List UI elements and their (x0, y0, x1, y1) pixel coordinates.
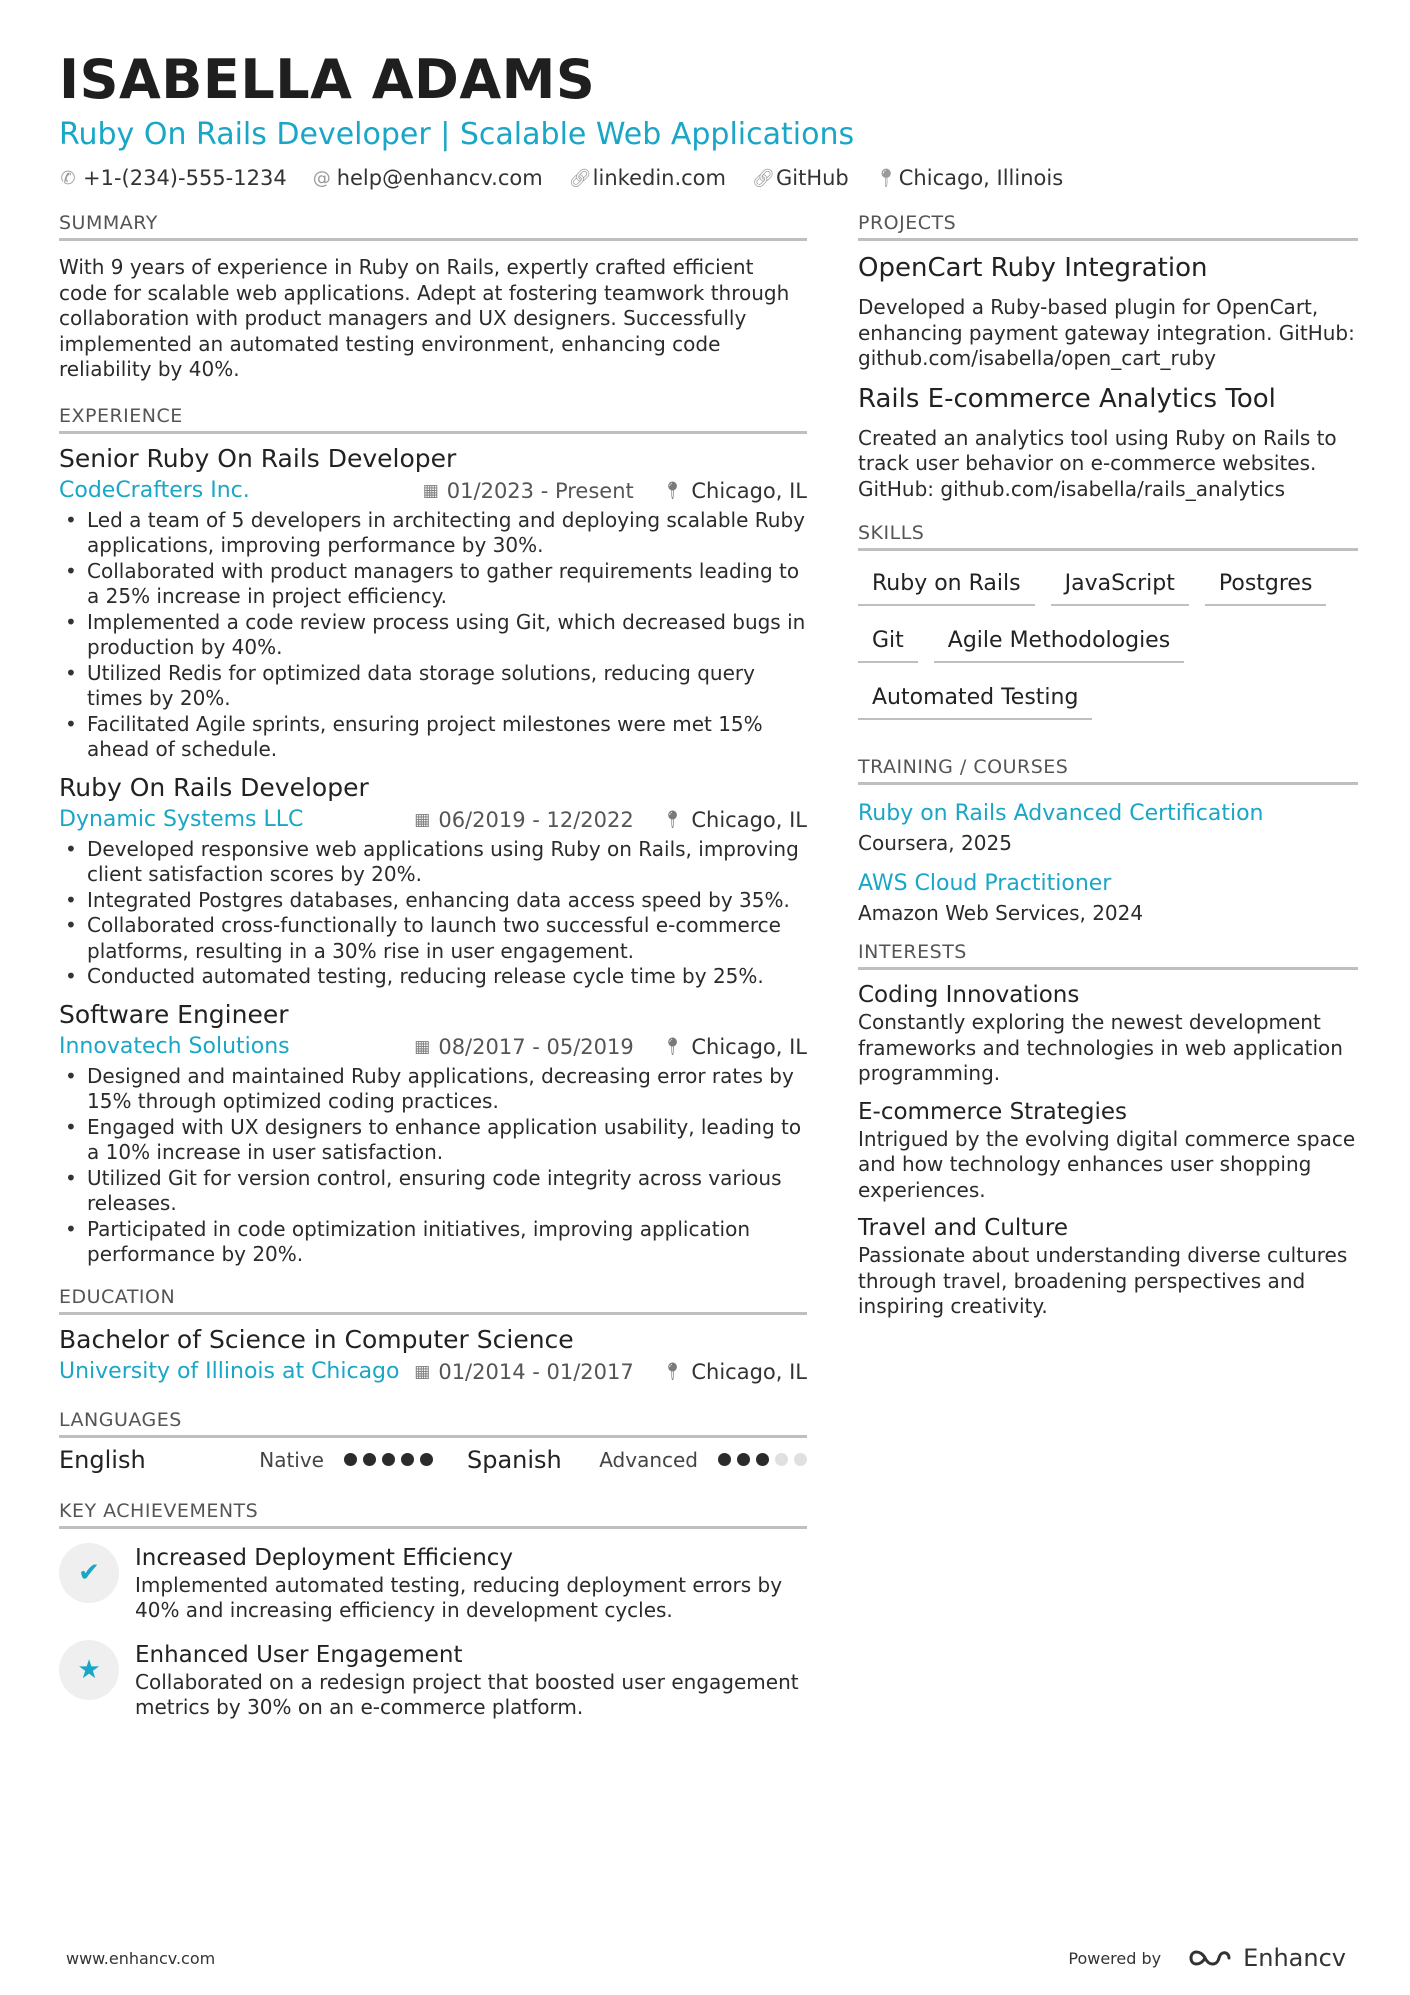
languages-section (59, 1409, 807, 1474)
education-meta (59, 1357, 807, 1387)
job-location (662, 1032, 807, 1062)
list-item: • Designed and maintained Ruby applications, decreasing error rates by 15% through optimized coding practices. (59, 1064, 807, 1115)
left-column (59, 212, 807, 1737)
rating-dot (382, 1453, 395, 1466)
job-meta (59, 476, 807, 506)
resume-header (59, 48, 1359, 190)
link-icon: 🔗︎ (751, 167, 775, 189)
job-bullets (59, 508, 807, 763)
section-heading: SKILLS (858, 522, 1358, 551)
skill-tag: Automated Testing (858, 679, 1092, 720)
job-title: Ruby On Rails Developer (59, 772, 369, 802)
location-pin-icon: 📍︎ (661, 1361, 684, 1382)
contact-location-text: Chicago, Illinois (898, 166, 1064, 190)
contact-bar (59, 166, 1359, 190)
education-dates-text: 01/2014 - 01/2017 (438, 1359, 634, 1384)
contact-email-text: help@enhancv.com (336, 166, 543, 190)
job-company: CodeCrafters Inc. (59, 477, 250, 503)
section-heading: EXPERIENCE (59, 405, 807, 434)
footer-powered-by: Powered by (1068, 1948, 1162, 1968)
list-item: • Integrated Postgres databases, enhancing data access speed by 35%. (59, 888, 807, 914)
contact-github-text: GitHub (775, 166, 849, 190)
rating-dot (363, 1453, 376, 1466)
training-section (858, 756, 1358, 927)
rating-dot (401, 1453, 414, 1466)
skill-tag: Agile Methodologies (934, 622, 1184, 663)
job-dates (414, 1032, 633, 1062)
location-pin-icon: 📍︎ (661, 1036, 684, 1057)
education-dates (414, 1357, 633, 1387)
language-item (433, 1446, 807, 1474)
job-dates (414, 805, 633, 835)
projects-section (858, 212, 1358, 502)
achievement-desc: Collaborated on a redesign project that boosted user engagement metrics by 30% on an e-commerce platform. (135, 1669, 799, 1719)
calendar-icon: ▦ (414, 809, 431, 830)
checkmark-icon: ✔ (59, 1543, 119, 1603)
right-column (858, 212, 1358, 1330)
skills-list (858, 565, 1358, 736)
job-location-text: Chicago, IL (691, 1034, 807, 1059)
page-footer (66, 1944, 1346, 1972)
interests-section (858, 941, 1358, 1320)
candidate-name: ISABELLA ADAMS (59, 48, 596, 111)
skill-tag: Ruby on Rails (858, 565, 1035, 606)
section-heading: SUMMARY (59, 212, 807, 241)
job-dates (423, 476, 634, 506)
education-degree: Bachelor of Science in Computer Science (59, 1324, 574, 1354)
contact-email[interactable] (313, 166, 543, 190)
section-heading: LANGUAGES (59, 1409, 807, 1438)
footer-brand[interactable] (1187, 1944, 1346, 1972)
job-bullets (59, 1064, 807, 1268)
job-location (662, 805, 807, 835)
skill-tag: Git (858, 622, 918, 663)
job-location-text: Chicago, IL (691, 478, 807, 503)
job-dates-text: 08/2017 - 05/2019 (438, 1034, 634, 1059)
job-dates-text: 06/2019 - 12/2022 (438, 807, 634, 832)
list-item: • Facilitated Agile sprints, ensuring project milestones were met 15% ahead of schedule. (59, 712, 807, 763)
list-item: • Led a team of 5 developers in architecting and deploying scalable Ruby applications, improving performance by 30%. (59, 508, 807, 559)
section-heading: EDUCATION (59, 1286, 807, 1315)
course-provider: Coursera, 2025 (858, 831, 1012, 855)
project-desc: Created an analytics tool using Ruby on Rails to track user behavior on e-commerce websites. GitHub: github.com/isabella/rails_analytics (858, 425, 1337, 501)
skill-tag: JavaScript (1051, 565, 1189, 606)
language-level: Native (259, 1447, 324, 1472)
contact-linkedin[interactable] (569, 166, 726, 190)
interest-title: E-commerce Strategies (858, 1098, 1128, 1125)
footer-site-link[interactable]: www.enhancv.com (66, 1948, 216, 1968)
education-location-text: Chicago, IL (691, 1359, 807, 1384)
interest-title: Travel and Culture (858, 1215, 1068, 1241)
languages-row (59, 1446, 807, 1474)
language-rating (338, 1453, 433, 1466)
job-location-text: Chicago, IL (691, 807, 807, 832)
rating-dot (794, 1453, 807, 1466)
list-item: • Conducted automated testing, reducing release cycle time by 25%. (59, 964, 807, 990)
at-icon: @ (312, 167, 331, 189)
interest-desc: Intrigued by the evolving digital commerce space and how technology enhances user shopping experiences. (858, 1126, 1356, 1202)
summary-text: With 9 years of experience in Ruby on Rails, expertly crafted efficient code for scalable web applications. Adept at fostering teamwork through collaboration with product managers and UX designers. Successfully implemented an automated testing environment, enhancing code reliability by 40%. (59, 255, 790, 381)
section-heading: TRAINING / COURSES (858, 756, 1358, 785)
contact-phone[interactable] (59, 166, 287, 190)
experience-section (59, 405, 807, 1268)
job-entry (59, 998, 807, 1268)
achievement-item (59, 1543, 807, 1624)
job-company: Innovatech Solutions (59, 1033, 290, 1059)
job-entry (59, 771, 807, 990)
calendar-icon: ▦ (414, 1036, 431, 1057)
rating-dot (775, 1453, 788, 1466)
interest-title: Coding Innovations (858, 982, 1080, 1008)
star-icon: ★ (59, 1640, 119, 1700)
job-location (662, 476, 807, 506)
job-title: Software Engineer (59, 999, 289, 1029)
skills-section (858, 522, 1358, 736)
footer-brand-name: Enhancv (1243, 1944, 1346, 1972)
language-level: Advanced (599, 1447, 698, 1472)
education-location (662, 1357, 807, 1387)
project-title: Rails E-commerce Analytics Tool (858, 383, 1276, 414)
job-company: Dynamic Systems LLC (59, 806, 304, 832)
achievements-section (59, 1500, 807, 1721)
list-item: • Utilized Git for version control, ensuring code integrity across various releases. (59, 1166, 807, 1217)
job-entry (59, 442, 807, 763)
section-heading: INTERESTS (858, 941, 1358, 970)
location-pin-icon: 📍︎ (661, 480, 684, 501)
contact-github[interactable] (752, 166, 849, 190)
job-meta (59, 1032, 807, 1062)
calendar-icon: ▦ (414, 1361, 431, 1382)
job-title: Senior Ruby On Rails Developer (59, 443, 457, 473)
list-item: • Developed responsive web applications using Ruby on Rails, improving client satisfaction scores by 20%. (59, 837, 807, 888)
summary-section (59, 212, 807, 383)
candidate-title: Ruby On Rails Developer | Scalable Web Applications (59, 117, 855, 152)
enhancv-logo-icon (1187, 1946, 1233, 1970)
interest-desc: Constantly exploring the newest development frameworks and technologies in web application programming. (858, 1010, 1343, 1085)
contact-phone-text: +1-(234)-555-1234 (83, 166, 287, 190)
rating-dot (344, 1453, 357, 1466)
contact-linkedin-text: linkedin.com (592, 166, 726, 190)
achievement-title: Enhanced User Engagement (135, 1641, 463, 1668)
achievement-title: Increased Deployment Efficiency (135, 1544, 514, 1571)
language-name: English (59, 1445, 146, 1474)
course-title: AWS Cloud Practitioner (858, 871, 1112, 896)
interest-desc: Passionate about understanding diverse cultures through travel, broadening perspectives and inspiring creativity. (858, 1243, 1348, 1318)
location-pin-icon: 📍︎ (874, 167, 898, 189)
course-title: Ruby on Rails Advanced Certification (858, 801, 1264, 826)
job-meta (59, 805, 807, 835)
list-item: • Utilized Redis for optimized data storage solutions, reducing query times by 20%. (59, 661, 807, 712)
rating-dot (756, 1453, 769, 1466)
link-icon: 🔗︎ (568, 167, 592, 189)
education-school: University of Illinois at Chicago (59, 1358, 400, 1384)
job-bullets (59, 837, 807, 990)
location-pin-icon: 📍︎ (661, 809, 684, 830)
project-desc: Developed a Ruby-based plugin for OpenCart, enhancing payment gateway integration. GitHub: github.com/isabella/open_cart_ruby (858, 295, 1355, 370)
project-title: OpenCart Ruby Integration (858, 253, 1208, 283)
language-item (59, 1446, 433, 1474)
section-heading: KEY ACHIEVEMENTS (59, 1500, 807, 1529)
language-name: Spanish (467, 1445, 562, 1474)
achievement-item (59, 1640, 807, 1721)
language-rating (712, 1453, 807, 1466)
rating-dot (718, 1453, 731, 1466)
rating-dot (420, 1453, 433, 1466)
skill-tag: Postgres (1205, 565, 1327, 606)
job-dates-text: 01/2023 - Present (446, 478, 634, 503)
list-item: • Participated in code optimization initiatives, improving application performance by 20%. (59, 1217, 807, 1268)
rating-dot (737, 1453, 750, 1466)
list-item: • Collaborated with product managers to gather requirements leading to a 25% increase in project efficiency. (59, 559, 807, 610)
contact-location (875, 166, 1063, 190)
phone-icon: ✆ (60, 167, 76, 189)
education-section (59, 1286, 807, 1387)
list-item: • Collaborated cross-functionally to launch two successful e-commerce platforms, resulting in a 30% rise in user engagement. (59, 913, 807, 964)
course-provider: Amazon Web Services, 2024 (858, 901, 1144, 925)
calendar-icon: ▦ (422, 480, 439, 501)
achievement-desc: Implemented automated testing, reducing deployment errors by 40% and increasing efficiency in development cycles. (135, 1572, 783, 1622)
section-heading: PROJECTS (858, 212, 1358, 241)
list-item: • Implemented a code review process using Git, which decreased bugs in production by 40%. (59, 610, 807, 661)
list-item: • Engaged with UX designers to enhance application usability, leading to a 10% increase in user satisfaction. (59, 1115, 807, 1166)
